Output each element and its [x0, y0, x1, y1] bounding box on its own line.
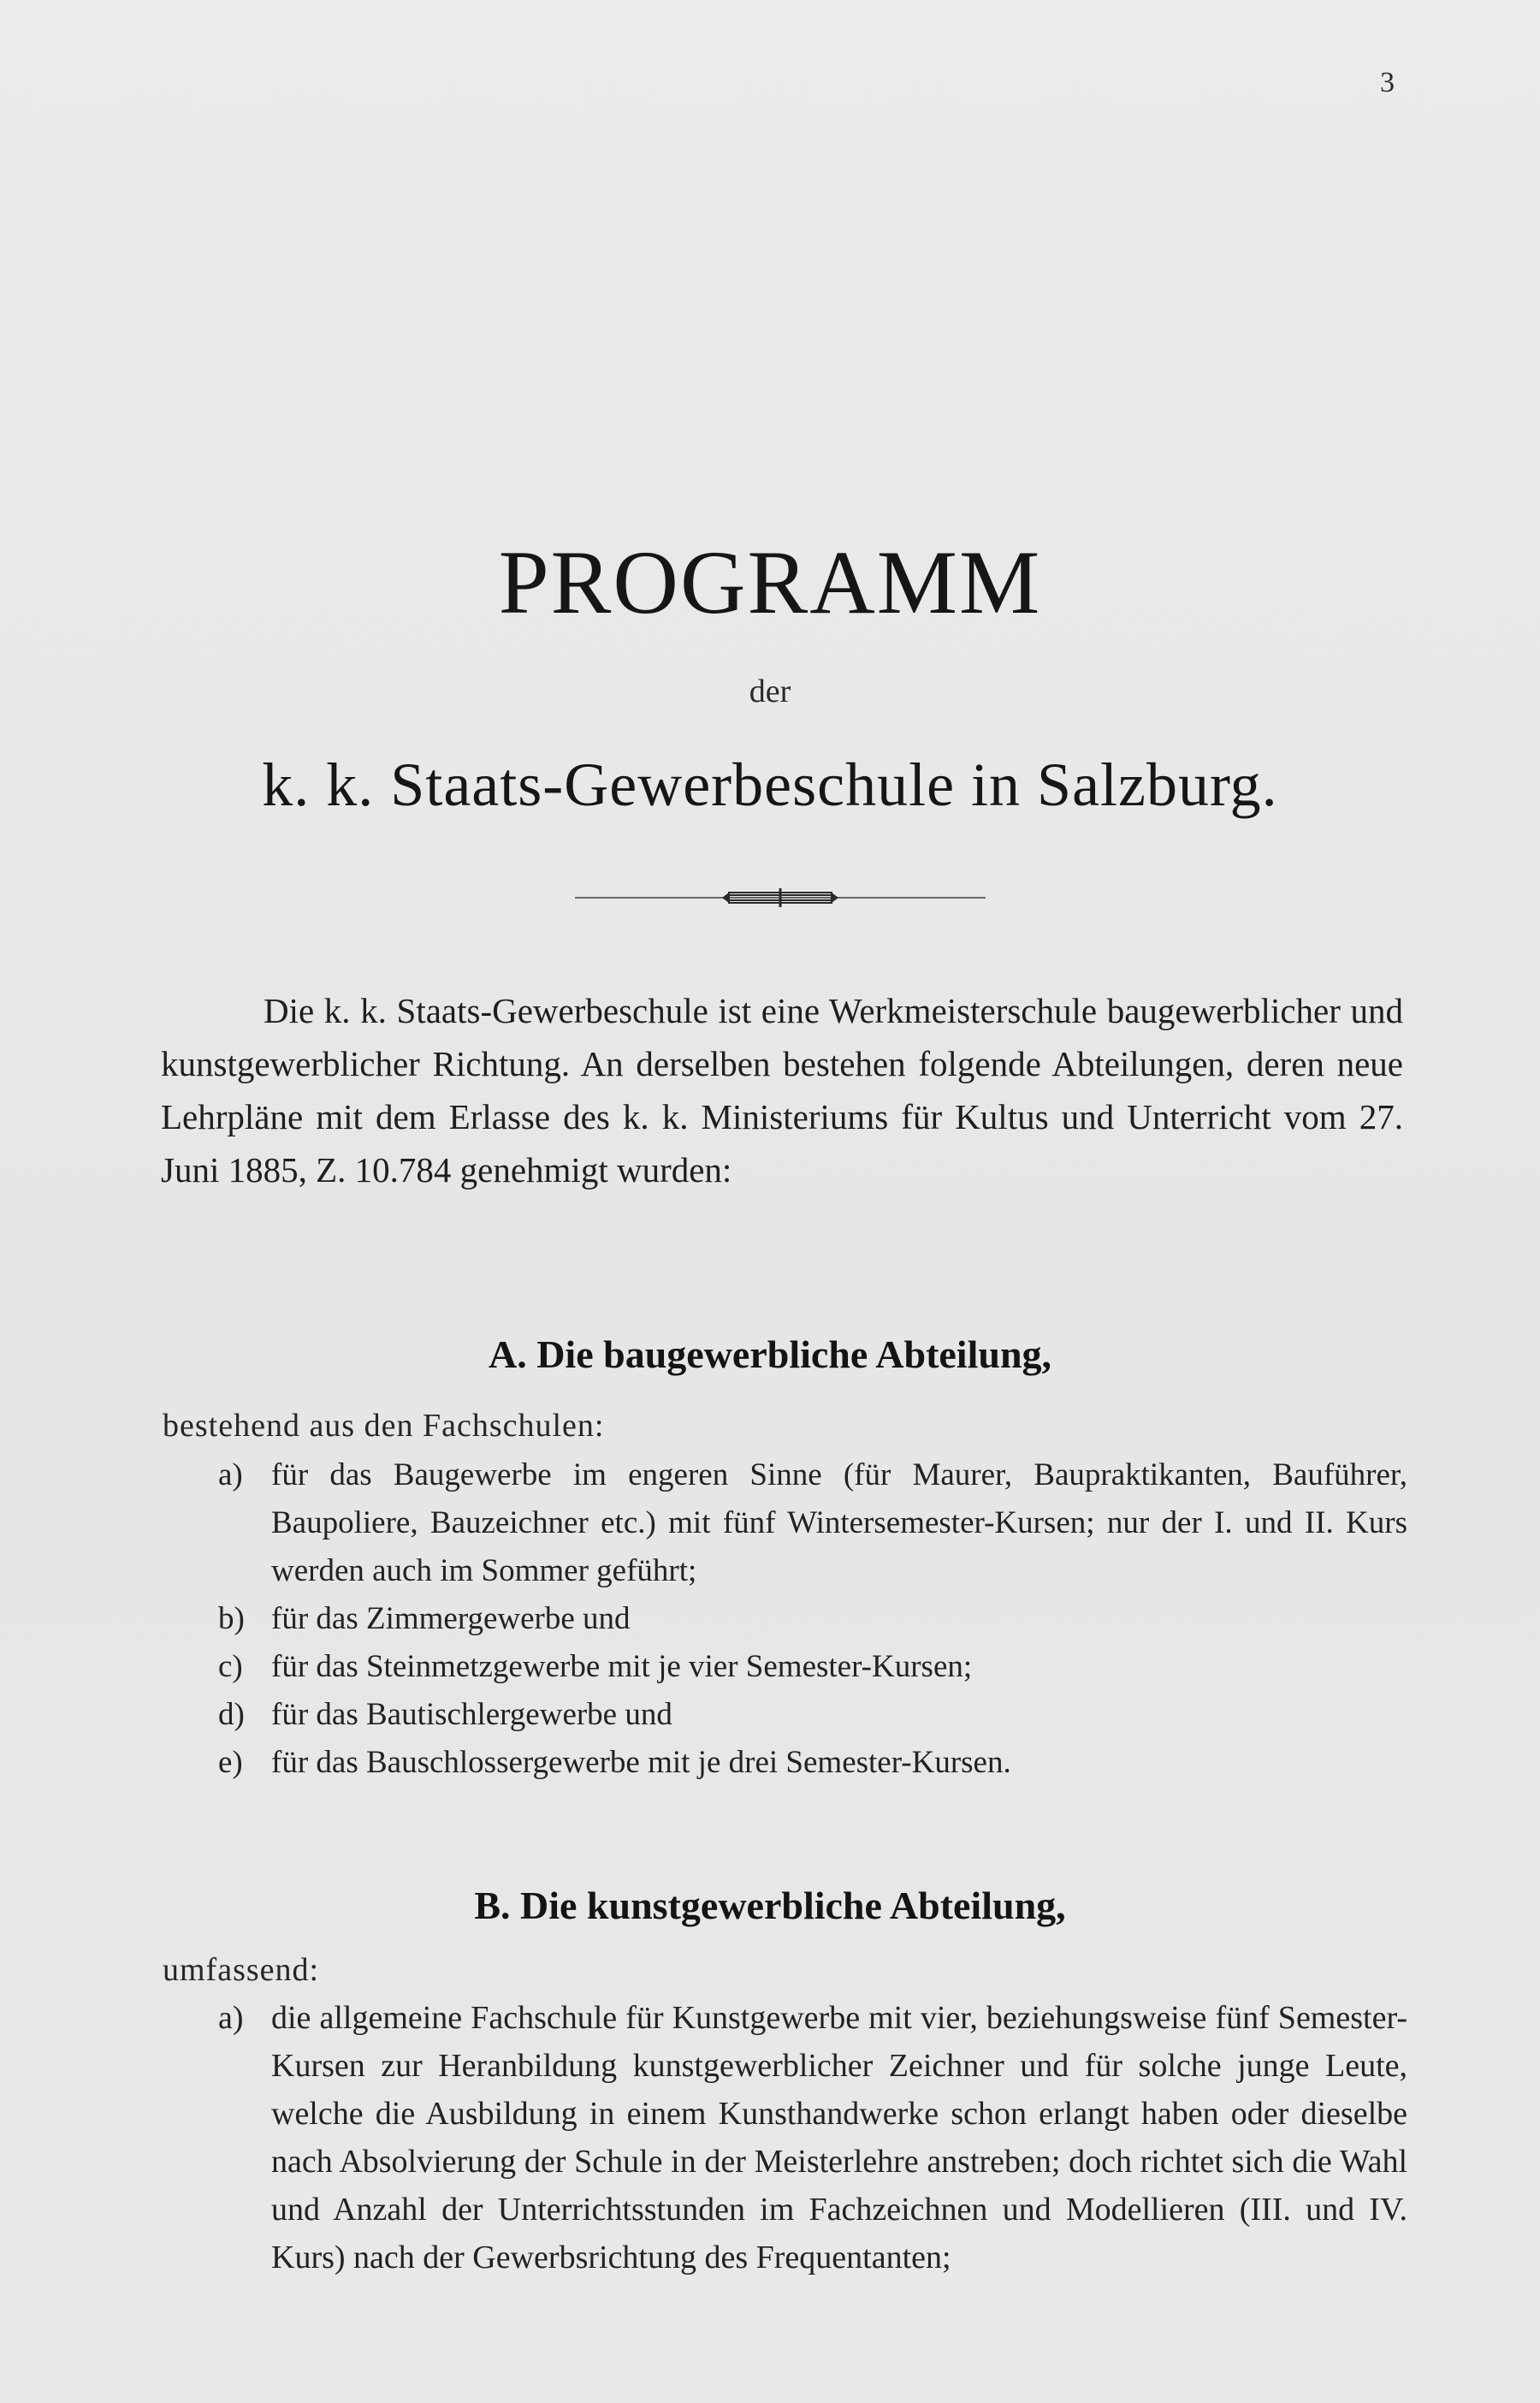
section-a-heading: A. Die baugewerbliche Abteilung, — [488, 1332, 1052, 1376]
list-item — [218, 1739, 1407, 1787]
document-title: PROGRAMM — [498, 532, 1042, 632]
list-item-marker: c) — [218, 1649, 243, 1684]
list-item — [218, 1595, 1407, 1643]
list-item-text: für das Bautischlergewerbe und — [271, 1697, 672, 1732]
intro-paragraph — [161, 984, 1403, 1196]
section-a-lead: bestehend aus den Fachschulen: — [163, 1408, 605, 1444]
list-item — [218, 1451, 1407, 1595]
intro-text: Die k. k. Staats-Gewerbeschule ist eine Werkmeisterschule baugewerblicher und kunstgewerblicher Richtung. An derselben bestehen folgende Abteilungen, deren neue Lehrpläne mit dem Erlasse des k. k. Ministeriums für Kultus und Unterricht vom 27. Juni 1885, Z. 10.784 genehmigt wurden: — [161, 991, 1403, 1190]
list-item-text: die allgemeine Fachschule für Kunstgewerbe mit vier, beziehungsweise fünf Semester-Kursen zur Heranbildung kunstgewerblicher Zeichner und für solche junge Leute, welche die Ausbildung in einem Kunsthandwerke schon erlangt haben oder dieselbe nach Absolvierung der Schule in der Meisterlehre anstreben; doch richtet sich die Wahl und Anzahl der Unterrichtsstunden im Fachzeichnen und Modellieren (III. und IV. Kurs) nach der Gewerbsrichtung des Frequentanten; — [271, 2000, 1407, 2275]
section-a-list — [218, 1451, 1407, 1787]
section-b-heading: B. Die kunstgewerbliche Abteilung, — [474, 1884, 1066, 1927]
list-item-marker: b) — [218, 1601, 245, 1636]
list-item — [218, 1643, 1407, 1691]
institution-name: k. k. Staats-Gewerbeschule in Salzburg. — [262, 751, 1278, 819]
title-connector: der — [749, 673, 791, 709]
ornamental-divider-icon — [575, 887, 986, 909]
list-item-text: für das Zimmergewerbe und — [271, 1601, 631, 1636]
page-number: 3 — [1380, 67, 1395, 98]
list-item-marker: d) — [218, 1697, 245, 1732]
list-item — [218, 1691, 1407, 1739]
list-item — [218, 1994, 1407, 2281]
list-item-marker: a) — [218, 1457, 243, 1492]
list-item-text: für das Bauschlossergewerbe mit je drei Semester-Kursen. — [271, 1745, 1011, 1780]
list-item-text: für das Steinmetzgewerbe mit je vier Semester-Kursen; — [271, 1649, 973, 1684]
section-b-lead: umfassend: — [163, 1952, 320, 1988]
list-item-marker: a) — [218, 2000, 244, 2036]
list-item-marker: e) — [218, 1745, 243, 1780]
list-item-text: für das Baugewerbe im engeren Sinne (für Maurer, Baupraktikanten, Bauführer, Baupoliere, Bauzeichner etc.) mit fünf Wintersemester-Kursen; nur der I. und II. Kurs werden auch im Sommer geführt; — [271, 1457, 1407, 1588]
section-b-list — [218, 1994, 1407, 2281]
